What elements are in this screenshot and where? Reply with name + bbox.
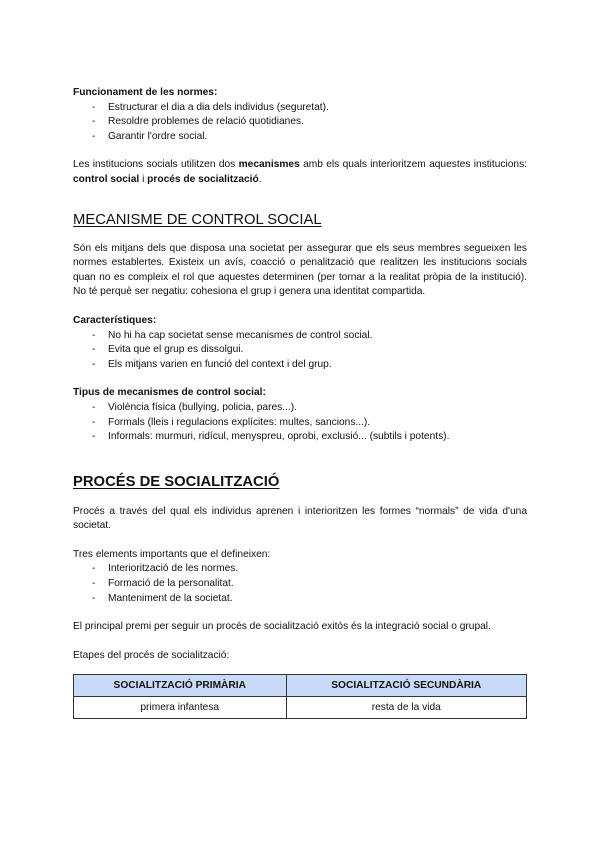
list-item: - Evita que el grup es dissolgui. (73, 343, 527, 358)
premi-paragraph: El principal premi per seguir un procés de socialització exitós és la integració social o grupal. (73, 621, 491, 633)
table-header-cell: SOCIALITZACIÓ SECUNDÀRIA (286, 675, 526, 697)
tipus-heading: Tipus de mecanismes de control social: (73, 387, 266, 399)
list-item: - Informals: murmuri, ridícul, menyspreu, oprobi, exclusió... (subtils i potents). (73, 430, 527, 445)
list-item: - Resoldre problemes de relació quotidianes. (73, 115, 527, 130)
table-row (74, 697, 527, 719)
table-cell: primera infantesa (74, 697, 287, 719)
table-header-row (74, 675, 527, 697)
table-header-cell: SOCIALITZACIÓ PRIMÀRIA (74, 675, 287, 697)
etapes-label: Etapes del procés de socialització: (73, 649, 230, 661)
list-item: - Els mitjans varien en funció del context i del grup. (73, 358, 527, 373)
table-cell: resta de la vida (286, 697, 526, 719)
caracteristiques-list (73, 329, 527, 373)
section-title-control-social: MECANISME DE CONTROL SOCIAL (73, 211, 322, 228)
list-item: - No hi ha cap societat sense mecanismes de control social. (73, 329, 527, 344)
list-item: - Manteniment de la societat. (73, 592, 527, 607)
text-run-bold: mecanismes (238, 159, 300, 171)
text-run-bold: procés de socialització (147, 173, 259, 185)
control-social-paragraph: Són els mitjans dels que disposa una societat per assegurar que els seus membres segueixen les normes establertes. Existeix un avís, coacció o penalització que realitzen les institucions socials quan no es compleix el rol que aquestes determinen (per tornar a la realitat pròpia de la institució). No té perquè ser negatiu: cohesiona el grup i genera una identitat compartida. (73, 242, 527, 298)
elements-intro: Tres elements importants que el defineixen: (73, 548, 271, 560)
section-title-socialitzacio: PROCÉS DE SOCIALITZACIÓ (73, 473, 280, 490)
institutions-paragraph (73, 158, 527, 187)
document-page (73, 86, 527, 719)
elements-list (73, 562, 527, 606)
text-run: . (258, 173, 262, 185)
list-item: - Estructurar el dia a dia dels individus (seguretat). (73, 101, 527, 116)
etapes-table (73, 674, 527, 719)
list-item: - Violència física (bullying, policia, pares...). (73, 401, 527, 416)
list-item: - Formals (lleis i regulacions explícites: multes, sancions...). (73, 416, 527, 431)
text-run-bold: control social (73, 173, 140, 185)
socialitzacio-paragraph: Procés a través del qual els individus aprenen i interioritzen les formes “normals” de vida d'una societat. (73, 505, 527, 532)
text-run: Les institucions socials utilitzen dos (73, 159, 239, 171)
funcionament-list (73, 101, 527, 145)
caracteristiques-heading: Característiques: (73, 314, 157, 326)
list-item: - Formació de la personalitat. (73, 577, 527, 592)
list-item: - Garantir l'ordre social. (73, 130, 527, 145)
tipus-list (73, 401, 527, 445)
text-run: i (139, 173, 148, 185)
funcionament-heading: Funcionament de les normes: (73, 87, 218, 98)
text-run: amb els quals interioritzem aquestes institucions: (299, 159, 527, 171)
list-item: - Interiorització de les normes. (73, 562, 527, 577)
